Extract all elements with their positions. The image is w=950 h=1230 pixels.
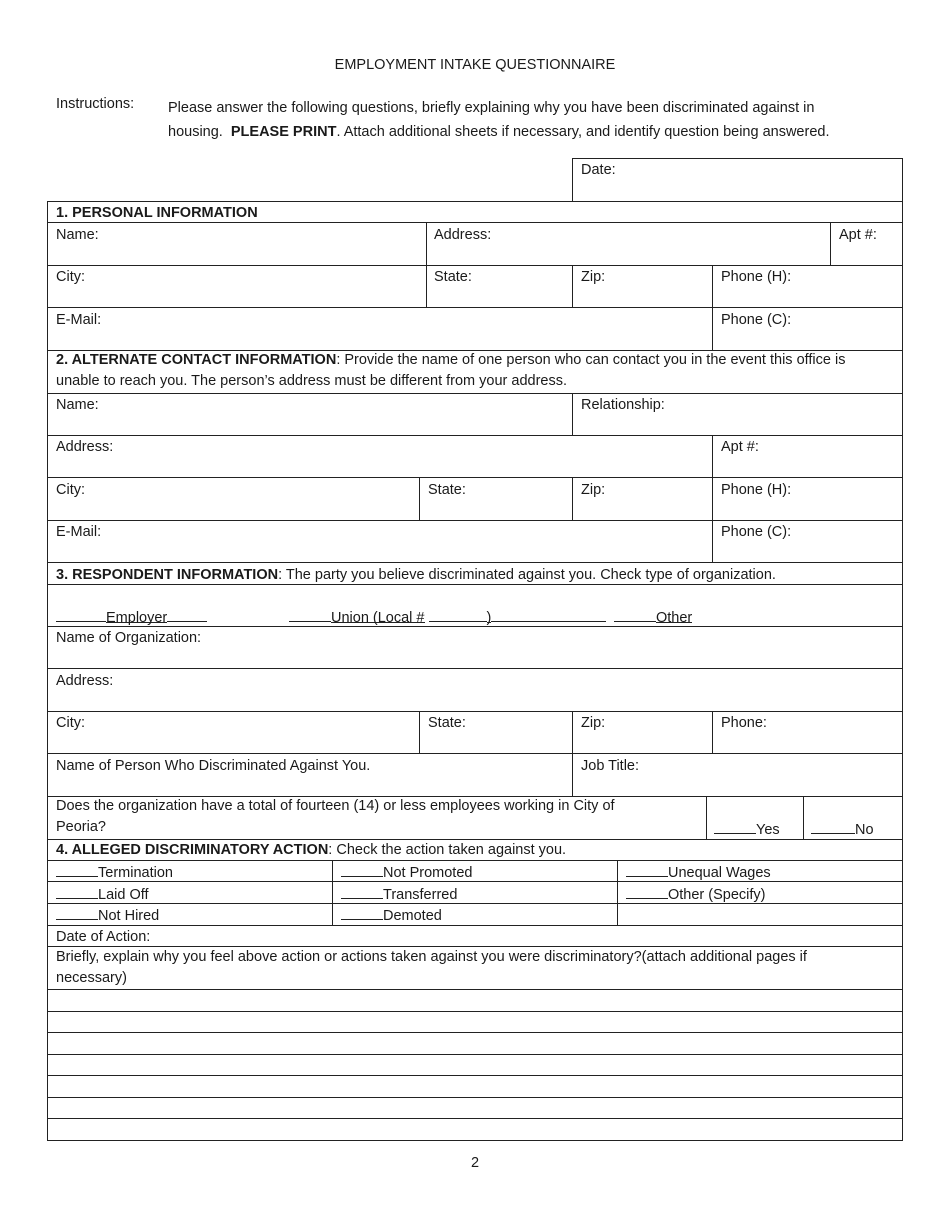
other-label: Other	[656, 610, 693, 626]
other-specify-blank[interactable]	[626, 885, 668, 899]
yes-label: Yes	[756, 822, 780, 838]
section-2-heading-line-1	[56, 350, 901, 371]
personal-state-field[interactable]: State:	[434, 269, 472, 285]
personal-name-field[interactable]: Name:	[56, 227, 99, 243]
laid-off-blank[interactable]	[56, 885, 98, 899]
section-2-heading-line-2: unable to reach you. The person’s address must be different from your address.	[56, 373, 568, 389]
section-3-heading	[56, 566, 776, 584]
employer-line	[167, 608, 207, 622]
no-blank[interactable]	[811, 820, 855, 834]
not-promoted-label: Not Promoted	[383, 865, 473, 881]
not-hired-option[interactable]	[56, 906, 159, 925]
yes-option[interactable]	[714, 820, 780, 839]
personal-email-field[interactable]: E-Mail:	[56, 312, 102, 328]
respondent-address-field[interactable]: Address:	[56, 673, 114, 689]
not-hired-blank[interactable]	[56, 906, 98, 920]
other-specify-label: Other (Specify)	[668, 887, 766, 903]
unequal-wages-label: Unequal Wages	[668, 865, 771, 881]
employee-count-question-line-1: Does the organization have a total of fourteen (14) or less employees working in City of	[56, 798, 615, 814]
alternate-phone-h-field[interactable]: Phone (H):	[721, 482, 792, 498]
not-hired-label: Not Hired	[98, 908, 160, 924]
other-option[interactable]	[614, 608, 692, 627]
date-of-action-field[interactable]: Date of Action:	[56, 929, 151, 945]
writing-line[interactable]	[47, 1011, 903, 1012]
explain-prompt-line-2: necessary)	[56, 970, 127, 986]
union-close: )	[486, 610, 492, 626]
union-line	[491, 608, 606, 622]
alternate-relationship-field[interactable]: Relationship:	[581, 397, 665, 413]
respondent-city-field[interactable]: City:	[56, 715, 85, 731]
section-2-heading	[56, 350, 901, 392]
alternate-email-field[interactable]: E-Mail:	[56, 524, 102, 540]
page-number: 2	[470, 1155, 480, 1171]
section-4-heading-text: 4. ALLEGED DISCRIMINATORY ACTION	[56, 842, 329, 858]
section-2-heading-text: 2. ALTERNATE CONTACT INFORMATION	[56, 352, 337, 368]
instructions-label: Instructions:	[56, 96, 135, 112]
respondent-state-field[interactable]: State:	[428, 715, 466, 731]
other-specify-option[interactable]	[626, 885, 766, 904]
instructions-emphasis: PLEASE PRINT	[230, 124, 337, 140]
laid-off-option[interactable]	[56, 885, 149, 904]
employer-option[interactable]	[56, 608, 207, 627]
demoted-option[interactable]	[341, 906, 442, 925]
personal-city-field[interactable]: City:	[56, 269, 85, 285]
demoted-blank[interactable]	[341, 906, 383, 920]
writing-line[interactable]	[47, 1032, 903, 1033]
section-2-heading-rest: : Provide the name of one person who can contact you in the event this office is	[336, 352, 846, 368]
termination-blank[interactable]	[56, 863, 98, 877]
discriminator-name-field[interactable]: Name of Person Who Discriminated Against You.	[56, 758, 371, 774]
not-promoted-option[interactable]	[341, 863, 472, 882]
no-option[interactable]	[811, 820, 874, 839]
unequal-wages-blank[interactable]	[626, 863, 668, 877]
demoted-label: Demoted	[383, 908, 442, 924]
section-4-heading-rest: : Check the action taken against you.	[328, 842, 567, 858]
transferred-option[interactable]	[341, 885, 457, 904]
employer-blank[interactable]	[56, 608, 106, 622]
explain-prompt-line-1: Briefly, explain why you feel above action or actions taken against you were discriminatory?(attach additional pages if	[56, 949, 807, 965]
writing-line[interactable]	[47, 1097, 903, 1098]
alternate-state-field[interactable]: State:	[428, 482, 466, 498]
alternate-zip-field[interactable]: Zip:	[581, 482, 606, 498]
respondent-phone-field[interactable]: Phone:	[721, 715, 767, 731]
writing-line[interactable]	[47, 1118, 903, 1119]
alternate-phone-c-field[interactable]: Phone (C):	[721, 524, 792, 540]
section-3-heading-rest: : The party you believe discriminated against you. Check type of organization.	[278, 567, 776, 583]
personal-apt-field[interactable]: Apt #:	[839, 227, 877, 243]
respondent-zip-field[interactable]: Zip:	[581, 715, 606, 731]
transferred-label: Transferred	[383, 887, 458, 903]
employee-count-question-line-2: Peoria?	[56, 819, 106, 835]
employer-label: Employer	[106, 610, 168, 626]
section-1-heading	[56, 204, 258, 222]
alternate-city-field[interactable]: City:	[56, 482, 85, 498]
instructions-line-1: Please answer the following questions, briefly explaining why you have been discriminated against in	[168, 100, 815, 116]
alternate-address-field[interactable]: Address:	[56, 439, 114, 455]
instructions-pre: housing.	[168, 124, 223, 140]
personal-phone-c-field[interactable]: Phone (C):	[721, 312, 792, 328]
laid-off-label: Laid Off	[98, 887, 149, 903]
instructions-text	[168, 96, 888, 144]
explain-prompt	[56, 947, 896, 989]
personal-address-field[interactable]: Address:	[434, 227, 492, 243]
union-blank[interactable]	[289, 608, 331, 622]
termination-option[interactable]	[56, 863, 173, 882]
no-label: No	[855, 822, 874, 838]
unequal-wages-option[interactable]	[626, 863, 771, 882]
not-promoted-blank[interactable]	[341, 863, 383, 877]
section-1-heading-text: 1. PERSONAL INFORMATION	[56, 205, 258, 221]
org-name-field[interactable]: Name of Organization:	[56, 630, 202, 646]
union-option[interactable]	[289, 608, 606, 627]
page-title: EMPLOYMENT INTAKE QUESTIONNAIRE	[334, 57, 616, 73]
instructions-post: . Attach additional sheets if necessary, and identify question being answered.	[336, 124, 830, 140]
termination-label: Termination	[98, 865, 173, 881]
personal-zip-field[interactable]: Zip:	[581, 269, 606, 285]
union-local-blank[interactable]	[429, 608, 487, 622]
transferred-blank[interactable]	[341, 885, 383, 899]
employee-count-question	[56, 796, 696, 838]
section-3-heading-text: 3. RESPONDENT INFORMATION	[56, 567, 279, 583]
writing-line[interactable]	[47, 1054, 903, 1055]
personal-phone-h-field[interactable]: Phone (H):	[721, 269, 792, 285]
union-label: Union (Local #	[331, 610, 425, 626]
job-title-field[interactable]: Job Title:	[581, 758, 640, 774]
writing-line[interactable]	[47, 1075, 903, 1076]
other-blank[interactable]	[614, 608, 656, 622]
date-field-label[interactable]: Date:	[581, 162, 616, 178]
section-4-heading	[56, 841, 566, 859]
instructions-line-2	[168, 120, 888, 144]
yes-blank[interactable]	[714, 820, 756, 834]
alternate-apt-field[interactable]: Apt #:	[721, 439, 759, 455]
alternate-name-field[interactable]: Name:	[56, 397, 99, 413]
